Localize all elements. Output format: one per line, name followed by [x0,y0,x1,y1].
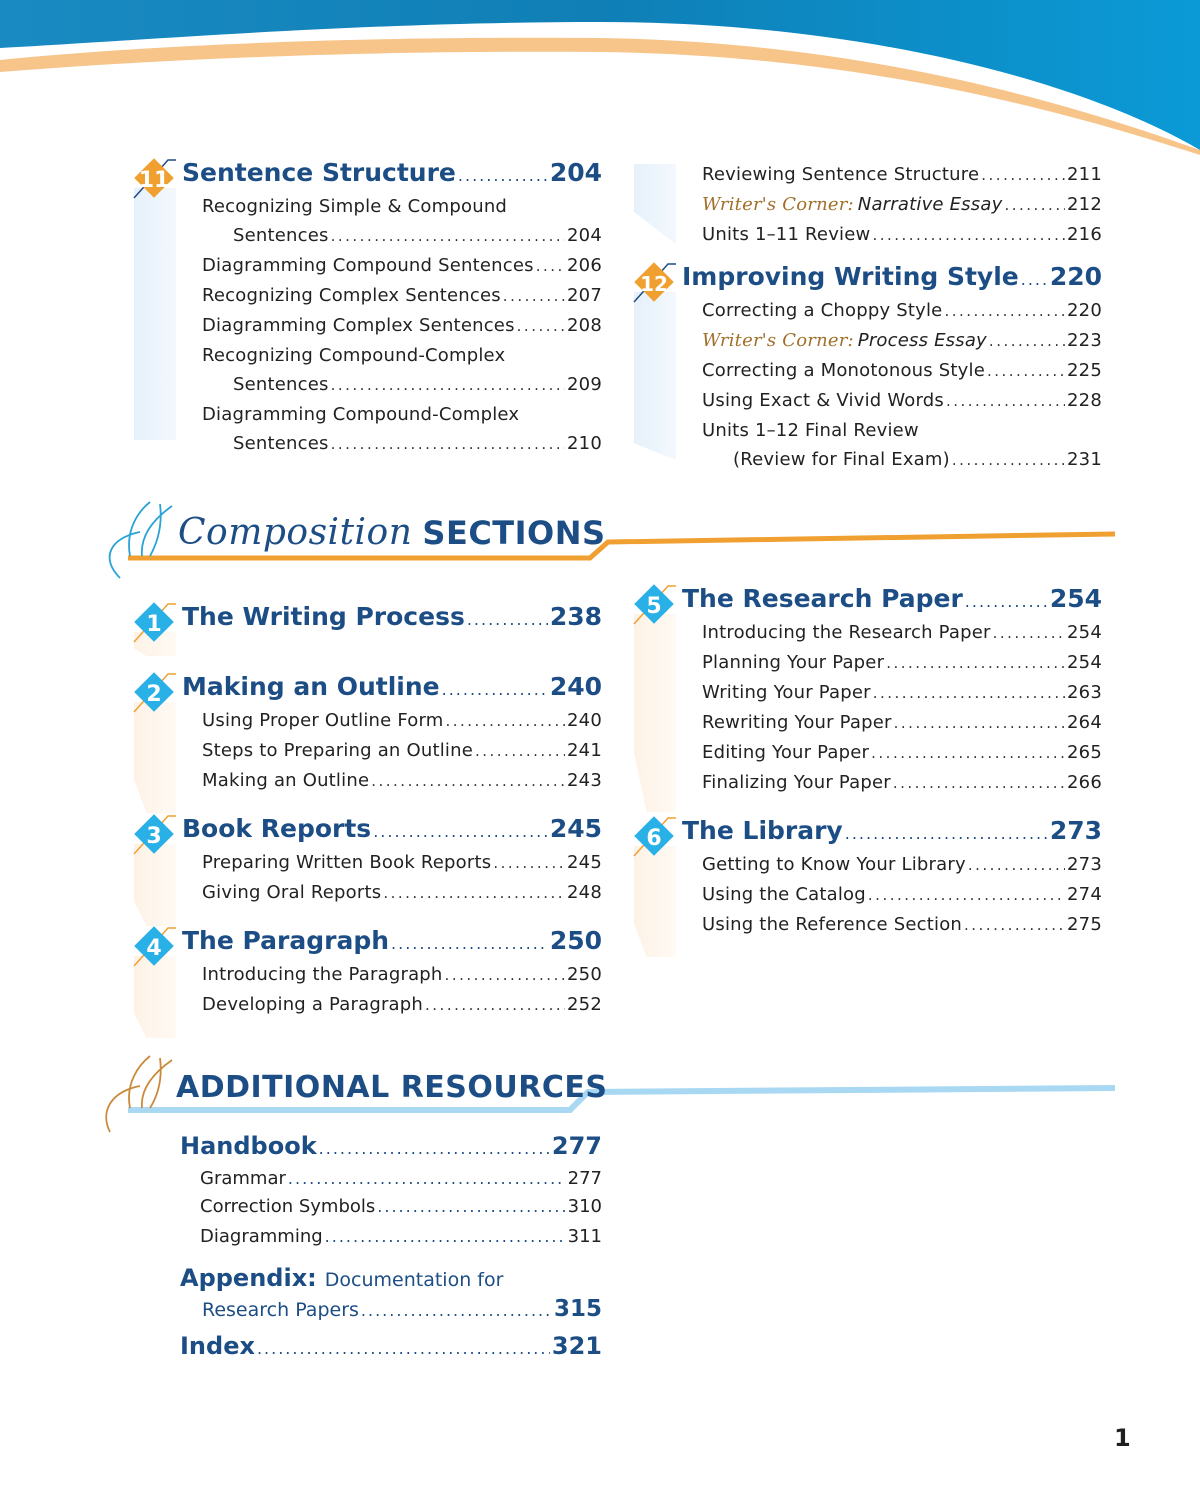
item-label: Using Proper Outline Form [202,710,444,731]
composition-left-column [132,602,602,1020]
item-label: Units 1–11 Review [702,224,871,245]
section-heading-script: Composition [178,512,413,553]
toc-item[interactable] [682,356,1102,386]
resource-title: Index [180,1332,255,1360]
dot-leader [331,222,565,251]
item-page: 264 [1067,712,1102,733]
dot-leader [458,166,548,185]
item-label: Using the Reference Section [702,914,963,935]
dot-leader [952,446,1065,475]
dot-leader [868,881,1065,910]
item-page: 252 [567,994,602,1015]
item-page: 206 [567,255,602,276]
unit-bar [634,292,676,460]
item-page: 250 [567,964,602,985]
item-page: 223 [1067,330,1102,351]
item-label: Sentences [233,433,329,454]
appendix-row-cont[interactable] [180,1294,602,1326]
unit-title-row[interactable] [682,262,1102,296]
dot-leader [475,737,565,766]
dot-leader [894,709,1065,738]
toc-item[interactable] [182,341,602,370]
unit-page: 245 [549,814,602,843]
item-page: 240 [567,710,602,731]
unit-number-badge-icon [132,602,176,646]
section-heading [178,512,606,553]
unit-number-badge-icon [632,262,676,306]
item-label: Correcting a Monotonous Style [702,360,985,381]
writers-corner-label: Writer's Corner: [702,330,854,351]
item-page: 273 [1067,854,1102,875]
unit-page: 220 [1049,262,1102,291]
item-label: Reviewing Sentence Structure [702,164,980,185]
dot-leader [493,849,565,878]
composition-unit [132,602,602,636]
item-label: Introducing the Research Paper [702,622,991,643]
item-page: 220 [1067,300,1102,321]
unit-number: 5 [646,594,662,619]
toc-item-cont[interactable] [682,445,1102,475]
dot-leader [445,961,565,990]
dot-leader [993,619,1065,648]
dot-leader [373,822,548,841]
unit-bar [134,702,176,813]
item-label: Editing Your Paper [702,742,870,763]
unit-number: 3 [146,824,162,849]
dot-leader [871,739,1065,768]
resource-title: Appendix: [180,1264,317,1292]
unit-bar [134,188,176,440]
unit-11-continued [632,160,1102,250]
toc-item[interactable] [182,848,602,878]
unit-page: 238 [549,602,602,631]
additional-resources-header [100,1052,1120,1142]
unit-number: 12 [640,272,668,296]
dot-leader [536,252,565,281]
dot-leader [987,357,1065,386]
item-page: 212 [1067,194,1102,215]
toc-item[interactable] [682,160,1102,190]
unit-title: Sentence Structure [182,158,456,187]
unit-bar [634,614,676,812]
dot-leader [257,1339,550,1358]
item-label: Narrative Essay [857,194,1003,215]
item-label: Diagramming Complex Sentences [202,315,515,336]
toc-item[interactable] [182,192,602,221]
toc-item[interactable] [682,708,1102,738]
item-label: Recognizing Compound-Complex [202,345,506,366]
item-label: Units 1–12 Final Review [702,420,919,441]
unit-title-row[interactable] [182,672,602,706]
composition-unit [632,816,1102,940]
index-row[interactable] [180,1332,602,1366]
toc-item[interactable] [682,296,1102,326]
item-label: Diagramming Compound-Complex [202,404,520,425]
unit-number-badge-icon [132,926,176,970]
item-label: (Review for Final Exam) [733,449,950,470]
composition-unit [132,814,602,908]
dot-leader [377,1192,565,1222]
dot-leader [886,649,1065,678]
item-page: 210 [567,433,602,454]
unit-page: 204 [549,158,602,187]
toc-item[interactable] [182,960,602,990]
item-page: 211 [1067,164,1102,185]
composition-unit [632,584,1102,798]
toc-item-cont[interactable] [182,221,602,251]
toc-item[interactable] [180,1166,602,1192]
dot-leader [319,1139,550,1158]
toc-item[interactable] [182,251,602,281]
section-heading [176,1070,607,1105]
toc-item[interactable] [682,880,1102,910]
toc-item[interactable] [182,400,602,429]
dot-leader [873,679,1065,708]
item-label: Recognizing Simple & Compound [202,196,508,217]
header-banner [0,0,1200,160]
toc-item[interactable] [682,678,1102,708]
toc-item-cont[interactable] [182,429,602,459]
dot-leader [383,879,565,908]
item-label: Developing a Paragraph [202,994,424,1015]
item-page: 265 [1067,742,1102,763]
page-number: 1 [1114,1424,1131,1452]
dot-leader [445,707,565,736]
toc-item[interactable] [182,706,602,736]
unit-number-badge-icon [632,584,676,628]
item-page: 225 [1067,360,1102,381]
item-label: Steps to Preparing an Outline [202,740,473,761]
item-label: Sentences [233,374,329,395]
item-label: Using the Catalog [702,884,866,905]
dot-leader [517,312,565,341]
dot-leader [425,991,565,1020]
item-label: Diagramming Compound Sentences [202,255,534,276]
toc-item[interactable] [682,326,1102,356]
dot-leader [946,387,1065,416]
item-page: 231 [1067,449,1102,470]
resource-page: 315 [553,1296,602,1322]
toc-item[interactable] [682,190,1102,220]
item-page: 274 [1067,884,1102,905]
dot-leader [964,911,1065,940]
item-page: 311 [567,1226,602,1247]
item-page: 266 [1067,772,1102,793]
unit-bar [634,846,676,957]
resource-subtitle: Research Papers [202,1299,359,1321]
unit-title-row[interactable] [182,926,602,960]
unit-number-badge-icon [632,816,676,860]
resource-title: Handbook [180,1132,317,1160]
handbook-row[interactable] [180,1132,602,1166]
item-page: 216 [1067,224,1102,245]
item-page: 241 [567,740,602,761]
toc-item[interactable] [682,220,1102,250]
dot-leader [331,430,565,459]
unit-page: 240 [549,672,602,701]
toc-item[interactable] [180,1222,602,1252]
dot-leader [944,297,1065,326]
unit-title: Making an Outline [182,672,440,701]
toc-item[interactable] [182,736,602,766]
unit-number: 6 [646,826,662,851]
dot-leader [331,371,565,400]
item-page: 208 [567,315,602,336]
unit-title: The Writing Process [182,602,465,631]
item-page: 228 [1067,390,1102,411]
dot-leader [1021,270,1048,289]
item-page: 254 [1067,622,1102,643]
toc-item[interactable] [682,850,1102,880]
dot-leader [989,327,1065,356]
unit-number: 2 [146,682,162,707]
item-label: Process Essay [857,330,987,351]
unit-number: 4 [146,936,162,961]
dot-leader [845,824,1048,843]
unit-title: Book Reports [182,814,372,843]
dot-leader [467,610,548,629]
item-label: Sentences [233,225,329,246]
item-label: Giving Oral Reports [202,882,382,903]
item-page: 207 [567,285,602,306]
unit-title: The Library [682,816,843,845]
item-label: Preparing Written Book Reports [202,852,492,873]
appendix-row[interactable] [180,1264,602,1294]
unit-number-badge-icon [132,814,176,858]
item-label: Correcting a Choppy Style [702,300,943,321]
unit-title-row[interactable] [182,158,602,192]
dot-leader [893,769,1065,798]
item-label: Grammar [200,1168,286,1189]
item-label: Rewriting Your Paper [702,712,892,733]
item-page: 310 [567,1196,602,1217]
section-heading-caps: ADDITIONAL RESOURCES [176,1070,608,1105]
dot-leader [371,767,565,796]
unit-title-row[interactable] [182,814,602,848]
unit-page: 250 [549,926,602,955]
toc-item[interactable] [182,311,602,341]
toc-item[interactable] [182,878,602,908]
item-page: 263 [1067,682,1102,703]
item-label: Diagramming [200,1226,323,1247]
toc-item-cont[interactable] [182,370,602,400]
item-page: 254 [1067,652,1102,673]
item-label: Planning Your Paper [702,652,885,673]
toc-item[interactable] [682,618,1102,648]
item-page: 248 [567,882,602,903]
toc-item[interactable] [682,910,1102,940]
resources-block [180,1132,602,1366]
toc-item[interactable] [180,1192,602,1222]
item-label: Introducing the Paragraph [202,964,443,985]
item-page: 277 [567,1168,602,1189]
toc-item[interactable] [682,386,1102,416]
toc-item[interactable] [682,648,1102,678]
item-page: 245 [567,852,602,873]
unit-12-block [632,262,1102,475]
item-label: Using Exact & Vivid Words [702,390,944,411]
item-page: 204 [567,225,602,246]
item-page: 209 [567,374,602,395]
item-label: Writing Your Paper [702,682,871,703]
unit-page: 273 [1049,816,1102,845]
resource-subtitle: Documentation for [324,1269,504,1291]
dot-leader [965,592,1048,611]
resource-page: 321 [551,1332,602,1360]
item-page: 275 [1067,914,1102,935]
toc-item[interactable] [182,766,602,796]
unit-11-block [132,158,602,459]
dot-leader [442,680,548,699]
dot-leader [872,221,1065,250]
section-heading-caps: SECTIONS [422,514,606,552]
item-label: Correction Symbols [200,1196,376,1217]
item-page: 243 [567,770,602,791]
writers-corner-label: Writer's Corner: [702,194,854,215]
item-label: Getting to Know Your Library [702,854,966,875]
toc-item[interactable] [682,768,1102,798]
item-label: Making an Outline [202,770,370,791]
dot-leader [361,1296,552,1326]
toc-item[interactable] [182,281,602,311]
dot-leader [391,934,548,953]
unit-title-row[interactable] [682,816,1102,850]
unit-title-row[interactable] [182,602,602,636]
unit-title: The Research Paper [682,584,963,613]
unit-number: 1 [146,612,162,637]
unit-bar [634,164,676,244]
composition-unit [132,672,602,796]
toc-item[interactable] [682,416,1102,445]
toc-item[interactable] [682,738,1102,768]
item-label: Finalizing Your Paper [702,772,891,793]
composition-right-column [632,584,1102,940]
unit-title-row[interactable] [682,584,1102,618]
composition-unit [132,926,602,1020]
dot-leader [981,161,1065,190]
resource-page: 277 [551,1132,602,1160]
unit-number: 11 [138,168,170,193]
dot-leader [968,851,1065,880]
unit-title: Improving Writing Style [682,262,1019,291]
dot-leader [503,282,565,311]
unit-number-badge-icon [132,158,176,202]
composition-sections-header [100,498,1120,588]
dot-leader [1004,191,1065,220]
dot-leader [288,1166,566,1192]
toc-item[interactable] [182,990,602,1020]
unit-page: 254 [1049,584,1102,613]
dot-leader [325,1222,566,1252]
unit-title: The Paragraph [182,926,390,955]
unit-number-badge-icon [132,672,176,716]
item-label: Recognizing Complex Sentences [202,285,501,306]
